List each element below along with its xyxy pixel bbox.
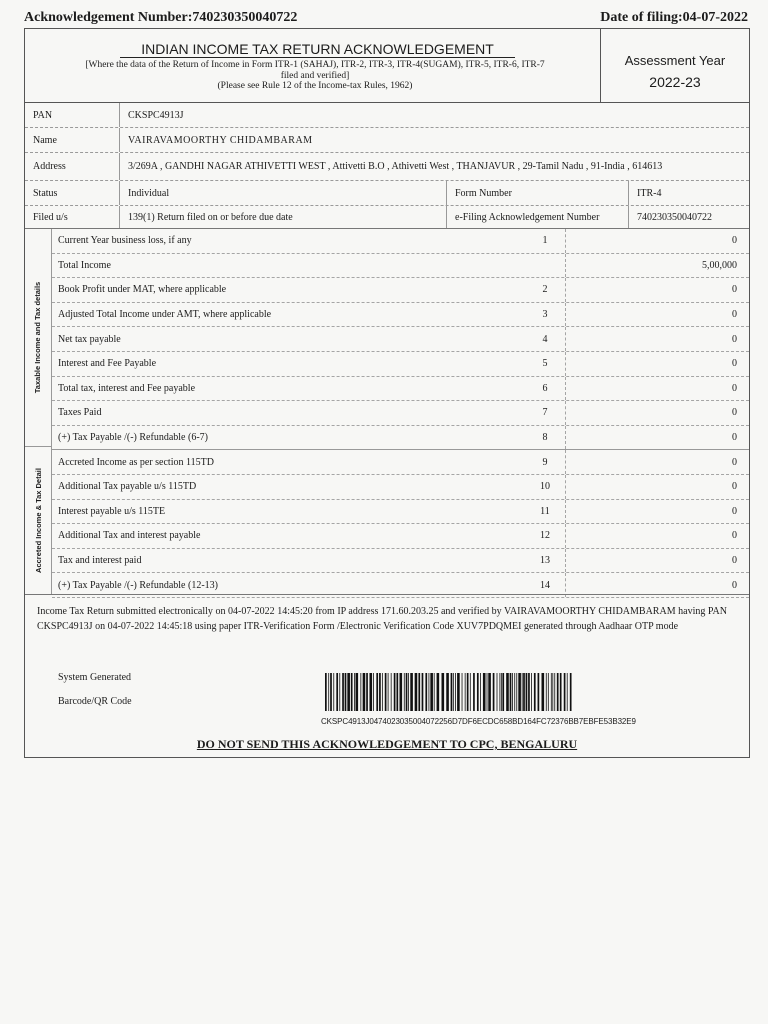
- barcode-bar: [422, 673, 424, 711]
- barcode-bar: [512, 673, 513, 711]
- barcode-bar: [388, 673, 389, 711]
- barcode-bar: [473, 673, 475, 711]
- barcode-bar: [434, 673, 435, 711]
- table-row: [52, 500, 749, 525]
- assessment-year-label: Assessment Year: [624, 53, 726, 68]
- barcode-bar: [499, 673, 500, 711]
- table-row: [52, 524, 749, 549]
- table-row: [52, 475, 749, 500]
- name-row: [25, 128, 749, 153]
- acknowledgement-form: [24, 28, 750, 758]
- pan-row: [25, 103, 749, 128]
- row-description: Additional Tax and interest payable: [58, 530, 201, 542]
- row-number: 1: [525, 229, 566, 253]
- row-value: 0: [732, 309, 737, 321]
- barcode-bar: [351, 673, 353, 711]
- barcode-bar: [325, 673, 327, 711]
- table-row: [52, 549, 749, 574]
- barcode-bar: [493, 673, 495, 711]
- barcode-bar: [396, 673, 398, 711]
- row-value: 0: [732, 579, 737, 591]
- status-value: Individual: [119, 181, 446, 205]
- table-row: [52, 278, 749, 303]
- barcode-bar: [345, 673, 347, 711]
- barcode-bar: [379, 673, 381, 711]
- row-number: 7: [525, 401, 566, 425]
- barcode-bar: [425, 673, 427, 711]
- row-description: Additional Tax payable u/s 115TD: [58, 481, 197, 493]
- barcode-bar: [410, 673, 413, 711]
- row-number: 12: [525, 524, 566, 548]
- barcode-bar: [360, 673, 361, 711]
- address-label: Address: [33, 161, 66, 172]
- row-number: 11: [525, 500, 566, 524]
- barcode-bar: [356, 673, 359, 711]
- barcode-bar: [366, 673, 368, 711]
- row-description: Current Year business loss, if any: [58, 235, 192, 247]
- barcode-bar: [408, 673, 409, 711]
- row-value: 0: [732, 235, 737, 247]
- table-row: [52, 303, 749, 328]
- row-number: 13: [525, 549, 566, 573]
- form-subtitle: [Where the data of the Return of Income in Form ITR-1 (SAHAJ), ITR-2, ITR-3, ITR-4(SUGAM), ITR-5, ITR-6, ITR-7 filed and verified] (Please see Rule 12 of the Income-tax Rules, 1962): [85, 60, 545, 91]
- barcode-bar: [446, 673, 449, 711]
- row-description: Tax and interest paid: [58, 555, 142, 567]
- barcode-bar: [477, 673, 479, 711]
- table-row: [52, 327, 749, 352]
- do-not-send-notice: DO NOT SEND THIS ACKNOWLEDGEMENT TO CPC, BENGALURU: [196, 737, 578, 751]
- name-label: Name: [33, 134, 57, 146]
- barcode-bar: [376, 673, 378, 711]
- table-row: [52, 377, 749, 402]
- row-value: 5,00,000: [702, 259, 737, 271]
- barcode-bar: [487, 673, 488, 711]
- barcode-bar: [347, 673, 350, 711]
- filed-value: 139(1) Return filed on or before due date: [119, 206, 446, 228]
- barcode-bar: [462, 673, 463, 711]
- row-description: (+) Tax Payable /(-) Refundable (6-7): [58, 432, 208, 444]
- row-number: 6: [525, 377, 566, 401]
- row-description: Interest payable u/s 115TE: [58, 505, 166, 517]
- barcode-bar: [373, 673, 374, 711]
- row-value: 0: [732, 432, 737, 444]
- row-value: 0: [732, 505, 737, 517]
- barcode-text: CKSPC4913J0474023035004072256D7DF6ECDC658BD164FC72376BB7EBFE53B32E9: [321, 717, 636, 726]
- row-value: 0: [732, 407, 737, 419]
- row-value: 0: [732, 481, 737, 493]
- barcode-bar: [502, 673, 504, 711]
- row-number: 9: [525, 450, 566, 474]
- barcode-bar: [451, 673, 453, 711]
- barcode-bar: [552, 673, 553, 711]
- row-number: 14: [525, 573, 566, 597]
- form-header: [25, 29, 749, 103]
- form-number-value: ITR-4: [628, 181, 749, 205]
- taxable-income-section-label: Taxable Income and Tax details: [25, 229, 52, 447]
- barcode-bar: [455, 673, 456, 711]
- address-row: [25, 153, 749, 181]
- row-description: Taxes Paid: [58, 407, 102, 419]
- barcode-bar: [457, 673, 460, 711]
- pan-label: PAN: [33, 109, 53, 121]
- system-generated-label: System Generated: [58, 672, 132, 683]
- barcode-bar: [526, 673, 528, 711]
- barcode-bar: [415, 673, 418, 711]
- barcode-bar: [363, 673, 366, 711]
- barcode-bar: [328, 673, 329, 711]
- table-row: [52, 254, 749, 279]
- barcode-bar: [336, 673, 338, 711]
- row-description: Total tax, interest and Fee payable: [58, 382, 196, 394]
- row-description: Net tax payable: [58, 333, 121, 345]
- barcode-bar: [506, 673, 509, 711]
- barcode-image: [325, 673, 575, 711]
- barcode-bar: [531, 673, 532, 711]
- barcode-bar: [554, 673, 555, 711]
- filed-row: [25, 206, 749, 229]
- table-row: [52, 229, 749, 254]
- row-value: 0: [732, 358, 737, 370]
- table-row: [52, 352, 749, 377]
- table-bottom-rule: [25, 594, 749, 595]
- row-number: 4: [525, 327, 566, 351]
- row-description: (+) Tax Payable /(-) Refundable (12-13): [58, 579, 218, 591]
- barcode-bar: [483, 673, 486, 711]
- barcode-bar: [467, 673, 469, 711]
- barcode-bar: [564, 673, 566, 711]
- pan-value: CKSPC4913J: [119, 103, 749, 127]
- barcode-bar: [546, 673, 547, 711]
- barcode-bar: [369, 673, 372, 711]
- row-description: Adjusted Total Income under AMT, where applicable: [58, 309, 272, 321]
- barcode-bar: [339, 673, 340, 711]
- barcode-bar: [453, 673, 454, 711]
- header-main: [25, 29, 601, 102]
- barcode-bar: [385, 673, 387, 711]
- barcode-bar: [488, 673, 491, 711]
- efiling-ack-label: e-Filing Acknowledgement Number: [446, 206, 628, 228]
- barcode-bar: [510, 673, 512, 711]
- table-row: [52, 450, 749, 475]
- row-number: 10: [525, 475, 566, 499]
- barcode-bar: [342, 673, 344, 711]
- table-row: [52, 426, 749, 451]
- barcode-bar: [523, 673, 525, 711]
- name-value: VAIRAVAMOORTHY CHIDAMBARAM: [119, 128, 749, 152]
- barcode-bar: [406, 673, 408, 711]
- barcode-bar: [394, 673, 396, 711]
- row-value: 0: [732, 530, 737, 542]
- form-title: INDIAN INCOME TAX RETURN ACKNOWLEDGEMENT: [120, 41, 515, 58]
- barcode-bar: [382, 673, 383, 711]
- row-value: 0: [732, 284, 737, 296]
- barcode-bar: [354, 673, 355, 711]
- barcode-bar: [430, 673, 433, 711]
- barcode-bar: [548, 673, 549, 711]
- barcode-bar: [514, 673, 515, 711]
- barcode-bar: [522, 673, 523, 711]
- barcode-bar: [391, 673, 392, 711]
- barcode-bar: [429, 673, 430, 711]
- barcode-bar: [480, 673, 481, 711]
- barcode-bar: [470, 673, 471, 711]
- verification-statement: Income Tax Return submitted electronically on 04-07-2022 14:45:20 from IP address 171.60.203.25 and verified by VAIRAVAMOORTHY CHIDAMBARAM having PAN CKSPC4913J on 04-07-2022 14:45:18 using paper ITR-Verification Form /Electronic Verification Code XUV7PDQMEI generated through Aadhaar OTP mode: [37, 606, 727, 632]
- efiling-ack-value: 740230350040722: [628, 206, 749, 228]
- barcode-bar: [534, 673, 536, 711]
- address-value: 3/269A , GANDHI NAGAR ATHIVETTI WEST , Attivetti B.O , Athivetti West , THANJAVUR , 29-Tamil Nadu , 91-India , 614613: [119, 153, 749, 180]
- acknowledgement-number: Acknowledgement Number:740230350040722: [24, 10, 298, 25]
- row-description: Total Income: [58, 259, 111, 271]
- barcode-bar: [442, 673, 445, 711]
- barcode-bar: [333, 673, 334, 711]
- accreted-income-section-label: Accreted Income & Tax Detail: [25, 447, 52, 594]
- row-value: 0: [732, 333, 737, 345]
- row-number: 2: [525, 278, 566, 302]
- date-of-filing: Date of filing:04-07-2022: [600, 10, 748, 25]
- barcode-bar: [501, 673, 502, 711]
- row-number: 5: [525, 352, 566, 376]
- row-description: Book Profit under MAT, where applicable: [58, 284, 227, 296]
- barcode-bar: [404, 673, 405, 711]
- barcode-bar: [551, 673, 552, 711]
- row-value: 0: [732, 555, 737, 567]
- form-number-label: Form Number: [446, 181, 628, 205]
- row-number: [525, 254, 566, 278]
- barcode-bar: [400, 673, 403, 711]
- barcode-bar: [437, 673, 440, 711]
- barcode-bar: [497, 673, 498, 711]
- barcode-bar: [465, 673, 466, 711]
- barcode-bar: [538, 673, 540, 711]
- row-number: 3: [525, 303, 566, 327]
- status-label: Status: [33, 187, 58, 199]
- filed-label: Filed u/s: [33, 211, 68, 223]
- row-number: 8: [525, 426, 566, 450]
- barcode-bar: [516, 673, 517, 711]
- assessment-year-box: [601, 29, 749, 102]
- top-line: [24, 10, 748, 26]
- row-value: 0: [732, 382, 737, 394]
- barcode-qr-label: Barcode/QR Code: [58, 696, 132, 707]
- assessment-year-value: 2022-23: [649, 74, 701, 90]
- row-value: 0: [732, 456, 737, 468]
- barcode-bar: [528, 673, 530, 711]
- status-row: [25, 181, 749, 206]
- barcode-bar: [557, 673, 559, 711]
- barcode-bar: [330, 673, 332, 711]
- row-description: Interest and Fee Payable: [58, 358, 157, 370]
- barcode-bar: [542, 673, 545, 711]
- table-row: [52, 401, 749, 426]
- barcode-bar: [570, 673, 572, 711]
- barcode-bar: [518, 673, 521, 711]
- barcode-bar: [418, 673, 420, 711]
- barcode-bar: [567, 673, 568, 711]
- barcode-bar: [560, 673, 562, 711]
- row-description: Accreted Income as per section 115TD: [58, 456, 214, 468]
